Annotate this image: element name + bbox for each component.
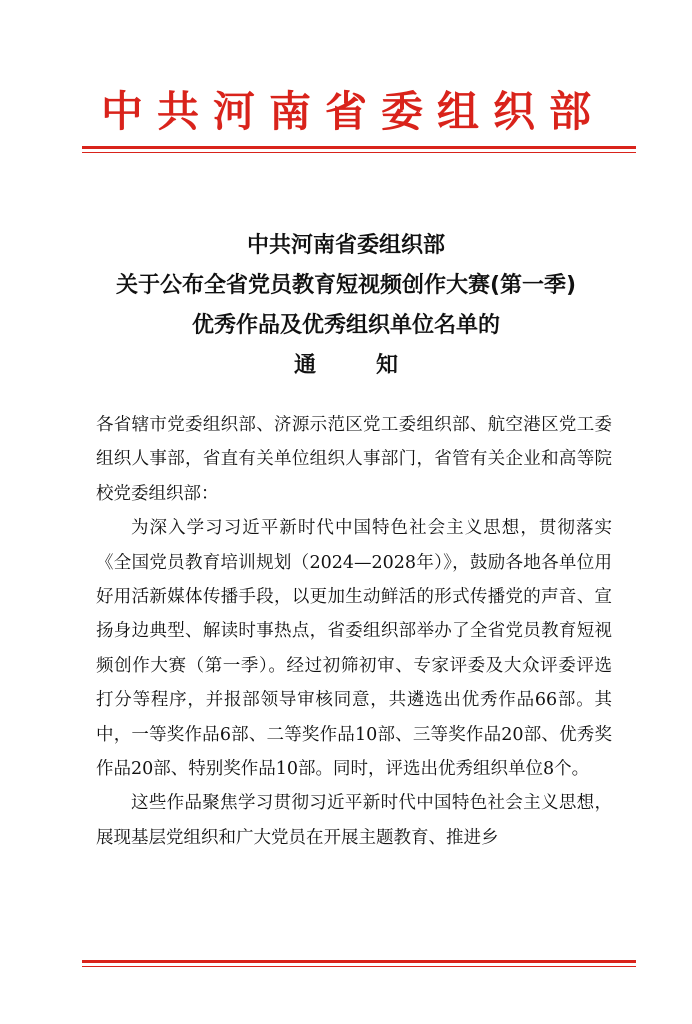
letterhead-top-rule [82, 146, 636, 153]
body-paragraph-1: 为深入学习习近平新时代中国特色社会主义思想，贯彻落实《全国党员教育培训规划（2024—2028年）》，鼓励各地各单位用好用活新媒体传播手段，以更加生动鲜活的形式传播党的声音、宣扬身边典型、解读时事热点，省委组织部举办了全省党员教育短视频创作大赛（第一季）。经过初筛初审、专家评委及大众评委评选打分等程序，并报部领导审核同意，共遴选出优秀作品66部。其中，一等奖作品6部、二等奖作品10部、三等奖作品20部、优秀奖作品20部、特别奖作品10部。同时，评选出优秀组织单位8个。 [96, 518, 612, 780]
letterhead-title: 中共河南省委组织部 [100, 87, 605, 136]
document-body [96, 408, 612, 855]
title-line-subject-continued: 优秀作品及优秀组织单位名单的 [191, 313, 500, 338]
title-line-subject: 关于公布全省党员教育短视频创作大赛(第一季) [115, 273, 577, 298]
title-line-notice: 通知 [293, 353, 458, 378]
salutation-paragraph: 各省辖市党委组织部、济源示范区党工委组织部、航空港区党工委组织人事部，省直有关单位组织人事部门，省管有关企业和高等院校党委组织部： [96, 415, 612, 504]
document-title [0, 226, 692, 386]
body-paragraph-2: 这些作品聚焦学习贯彻习近平新时代中国特色社会主义思想，展现基层党组织和广大党员在开展主题教育、推进乡 [96, 793, 612, 848]
page-bottom-rule [82, 960, 636, 967]
title-line-issuer: 中共河南省委组织部 [246, 233, 445, 258]
